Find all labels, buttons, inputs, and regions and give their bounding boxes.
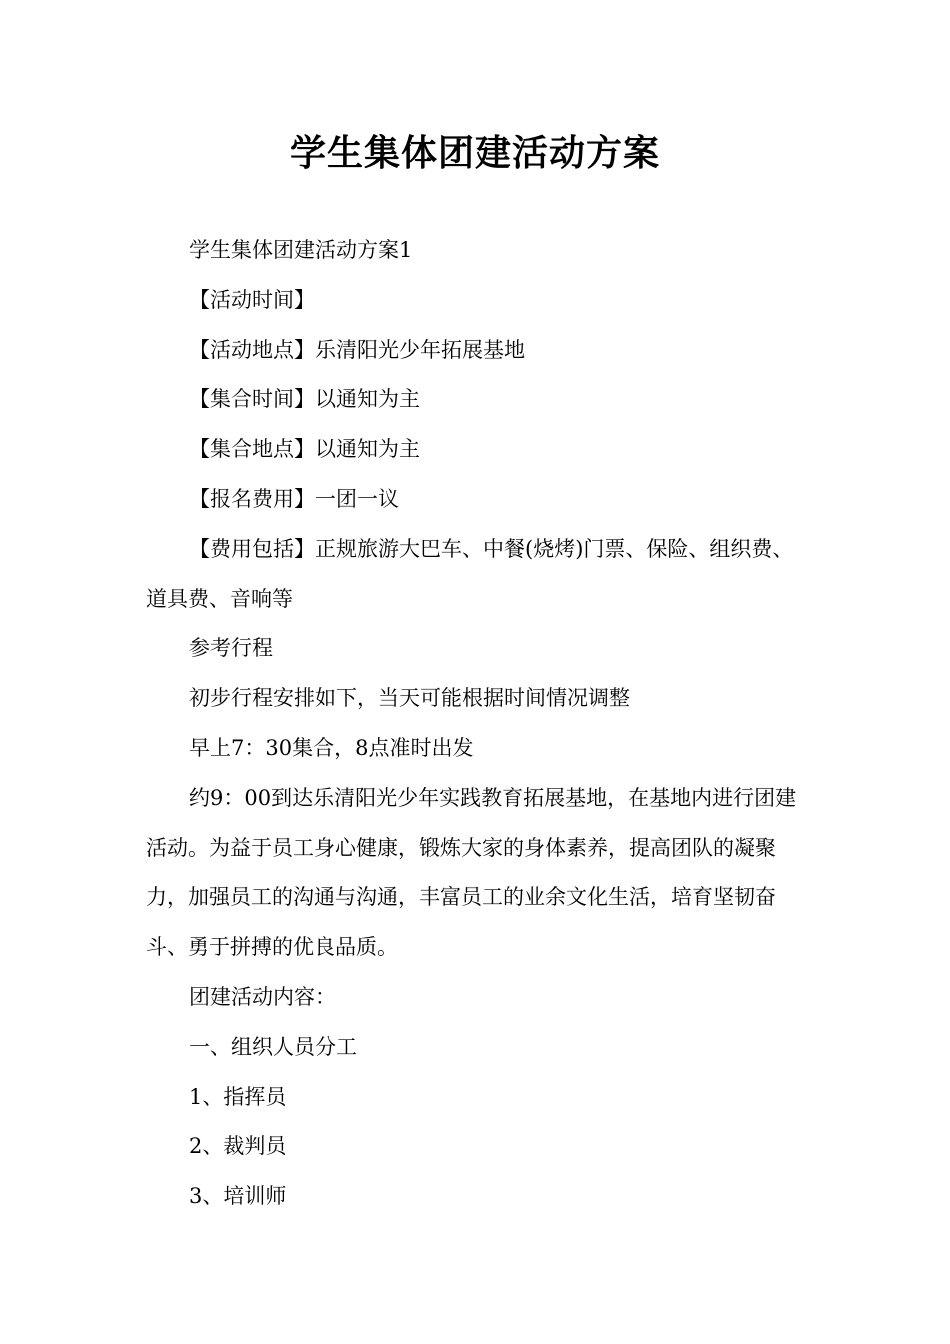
document-title: 学生集体团建活动方案 (289, 133, 660, 174)
list-item-commander: 1、指挥员 (189, 1084, 287, 1109)
paragraph-itinerary-intro: 初步行程安排如下，当天可能根据时间情况调整 (189, 686, 630, 711)
paragraph-gathering-time: 【集合时间】以通知为主 (189, 387, 420, 412)
list-item-trainer: 3、培训师 (189, 1184, 287, 1209)
paragraph-arrival-description: 约9：00到达乐清阳光少年实践教育拓展基地，在基地内进行团建活动。为益于员工身心健康，锻炼大家的身体素养，提高团队的凝聚力，加强员工的沟通与沟通，丰富员工的业余文化生活，培育坚韧奋斗、勇于拼搏的优良品质。 (146, 785, 797, 960)
paragraph-staff-division: 一、组织人员分工 (189, 1034, 357, 1059)
paragraph-activity-time: 【活动时间】 (189, 287, 315, 312)
paragraph-activity-location: 【活动地点】乐清阳光少年拓展基地 (189, 337, 525, 362)
paragraph-itinerary-heading: 参考行程 (189, 636, 273, 661)
paragraph-registration-fee: 【报名费用】一团一议 (189, 486, 399, 511)
paragraph-activity-content-heading: 团建活动内容： (189, 984, 336, 1009)
paragraph-fee-includes: 【费用包括】正规旅游大巴车、中餐(烧烤)门票、保险、组织费、道具费、音响等 (146, 536, 794, 611)
paragraph-plan-heading: 学生集体团建活动方案1 (189, 238, 413, 262)
list-item-referee: 2、裁判员 (189, 1134, 287, 1159)
paragraph-morning-schedule: 早上7：30集合，8点准时出发 (189, 735, 474, 760)
paragraph-gathering-location: 【集合地点】以通知为主 (189, 437, 420, 462)
document-body (146, 226, 810, 1222)
